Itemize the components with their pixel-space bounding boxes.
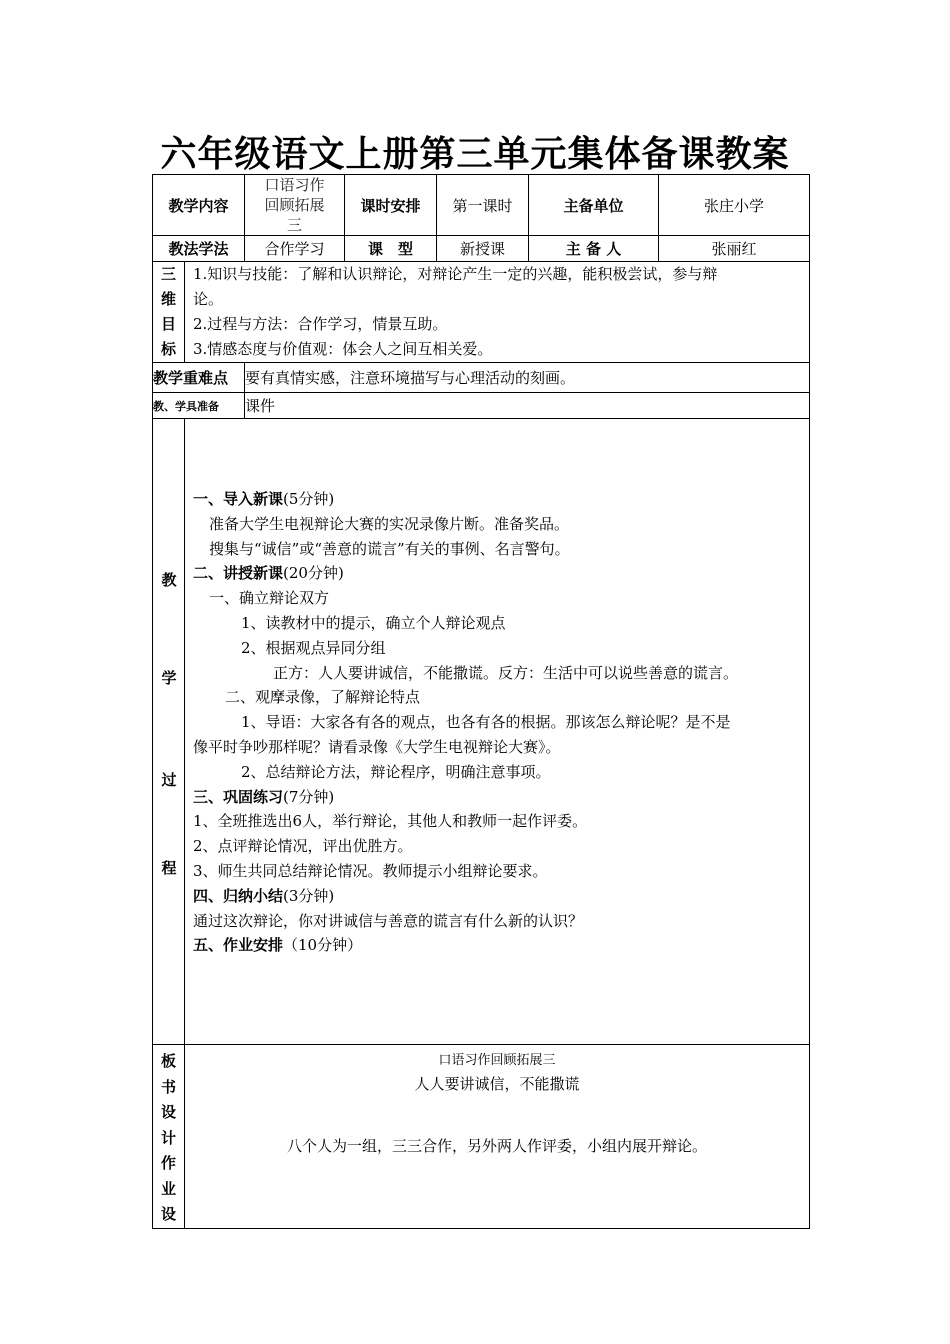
process-content: 一、导入新课(5分钟) 准备大学生电视辩论大赛的实况录像片断。准备奖品。 搜集与“诚信”或“善意的谎言”有关的事例、名言警句。 二、讲授新课(20分钟) 一、确立辩论双方 1、读教材中的提示，确立个人辩论观点 2、根据观点异同分组 正方：人人要讲诚信，不能撒谎。反方：生活中可以说些善意的谎言。 二、观摩录像，了解辩论特点 1、导语：大家各有各的观点，也各有各的根据。那该怎么辩论呢？是不是 像平时争吵那样呢？请看录像《大学生电视辩论大赛》。 2、总结辩论方法，辩论程序，明确注意事项。 三、巩固练习(7分钟) 1、全班推选出6人，举行辩论，其他人和教师一起作评委。 2、点评辩论情况，评出优胜方。 3、师生共同总结辩论情况。教师提示小组辩论要求。 四、归纳小结(3分钟) 通过这次辩论，你对讲诚信与善意的谎言有什么新的认识？ 五、作业安排（10分钟） xyxy=(185,419,810,1045)
materials-row xyxy=(153,393,810,419)
materials-value: 课件 xyxy=(245,393,810,419)
unit-value: 张庄小学 xyxy=(659,175,810,236)
process-label: 教 学 过 程 xyxy=(153,419,185,1045)
header-row-2 xyxy=(153,236,810,262)
page-title: 六年级语文上册第三单元集体备课教案 xyxy=(160,134,790,175)
homework-text: 八个人为一组，三三合作，另外两人作评委，小组内展开辩论。 xyxy=(287,1137,708,1155)
key-points-value: 要有真情实感，注意环境描写与心理活动的刻画。 xyxy=(245,363,810,393)
board-line-1: 口语习作回顾拓展三 xyxy=(438,1053,556,1068)
preparer-value: 张丽红 xyxy=(659,236,810,262)
schedule-value: 第一课时 xyxy=(437,175,529,236)
header-row-1 xyxy=(153,175,810,236)
type-label: 课 型 xyxy=(345,236,437,262)
board-label: 板 书 设 计 作 业 设 xyxy=(153,1045,185,1229)
method-value: 合作学习 xyxy=(245,236,345,262)
goals-label: 三 维 目 标 xyxy=(153,262,185,363)
goals-row xyxy=(153,262,810,363)
content-label: 教学内容 xyxy=(153,175,245,236)
content-value: 口语习作回顾拓展三 xyxy=(245,175,345,236)
unit-label: 主备单位 xyxy=(529,175,659,236)
preparer-label: 主 备 人 xyxy=(529,236,659,262)
board-content xyxy=(185,1045,810,1229)
method-label: 教法学法 xyxy=(153,236,245,262)
materials-label: 教、学具准备 xyxy=(153,393,245,419)
board-row xyxy=(153,1045,810,1229)
lesson-plan-table xyxy=(152,174,810,1229)
key-points-label: 教学重难点 xyxy=(153,363,245,393)
key-points-row xyxy=(153,363,810,393)
type-value: 新授课 xyxy=(437,236,529,262)
process-row xyxy=(153,419,810,1045)
schedule-label: 课时安排 xyxy=(345,175,437,236)
goals-content: 1.知识与技能：了解和认识辩论，对辩论产生一定的兴趣，能积极尝试，参与辩 论。 2.过程与方法：合作学习，情景互助。 3.情感态度与价值观：体会人之间互相关爱。 xyxy=(185,262,810,363)
board-line-2: 人人要讲诚信，不能撒谎 xyxy=(414,1075,580,1093)
